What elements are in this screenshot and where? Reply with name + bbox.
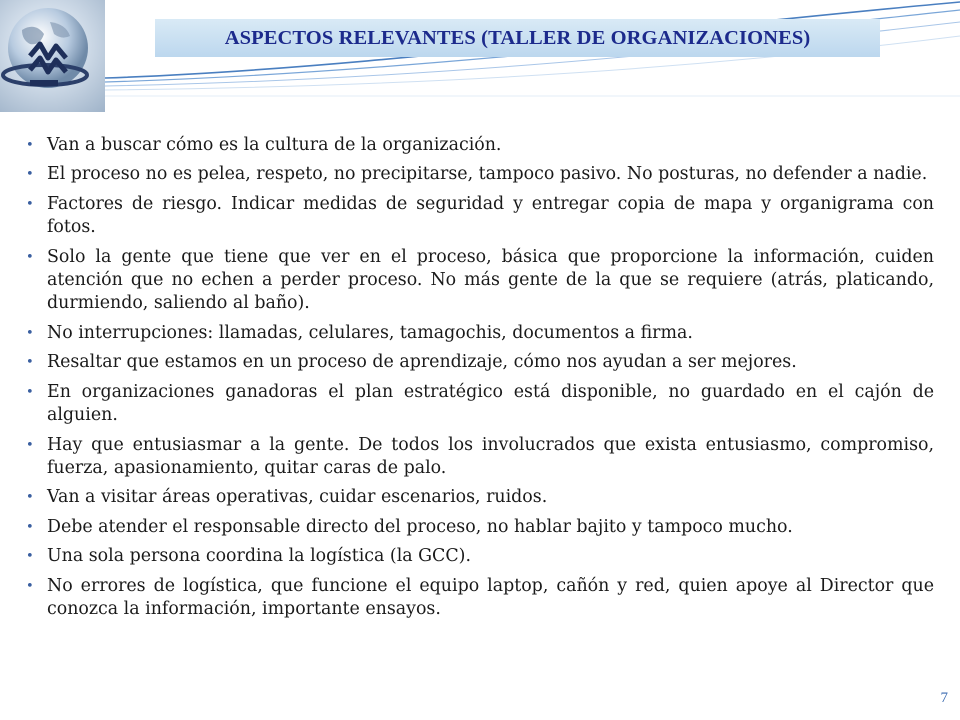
bullet-item: • Van a visitar áreas operativas, cuidar escenarios, ruidos. — [26, 486, 934, 509]
bullet-dot-icon: • — [26, 325, 34, 341]
bullet-item: • No errores de logística, que funcione el equipo laptop, cañón y red, quien apoye al Director que conozca la información, importante ensayos. — [26, 575, 934, 620]
bullet-dot-icon: • — [26, 196, 34, 212]
bullet-item: • El proceso no es pelea, respeto, no precipitarse, tampoco pasivo. No posturas, no defender a nadie. — [26, 163, 934, 186]
bullet-dot-icon: • — [26, 519, 34, 535]
bullet-item: • En organizaciones ganadoras el plan estratégico está disponible, no guardado en el cajón de alguien. — [26, 381, 934, 426]
bullet-item: • Debe atender el responsable directo del proceso, no hablar bajito y tampoco mucho. — [26, 516, 934, 539]
slide-title-bar — [155, 19, 880, 57]
bullet-dot-icon: • — [26, 384, 34, 400]
slide-title: ASPECTOS RELEVANTES (TALLER DE ORGANIZACIONES) — [224, 26, 811, 49]
bullet-item: • Una sola persona coordina la logística (la GCC). — [26, 545, 934, 568]
bullet-dot-icon: • — [26, 437, 34, 453]
bullet-item: • Solo la gente que tiene que ver en el proceso, básica que proporcione la información, cuiden atención que no echen a perder proceso. No más gente de la que se requiere (atrás, platicando, durmiendo, saliendo al baño). — [26, 246, 934, 314]
bullet-item: • Resaltar que estamos en un proceso de aprendizaje, cómo nos ayudan a ser mejores. — [26, 351, 934, 374]
slide-header — [0, 0, 960, 110]
page-number: 7 — [940, 690, 948, 706]
bullet-dot-icon: • — [26, 578, 34, 594]
bullet-item: • Van a buscar cómo es la cultura de la organización. — [26, 134, 934, 157]
bullet-item: • Hay que entusiasmar a la gente. De todos los involucrados que exista entusiasmo, compromiso, fuerza, apasionamiento, quitar caras de palo. — [26, 434, 934, 478]
bullet-dot-icon: • — [26, 355, 34, 371]
bullet-dot-icon: • — [26, 249, 34, 265]
bullet-item: • Factores de riesgo. Indicar medidas de seguridad y entregar copia de mapa y organigrama con fotos. — [26, 193, 934, 238]
bullet-dot-icon: • — [26, 490, 34, 506]
bullet-item: • No interrupciones: llamadas, celulares, tamagochis, documentos a firma. — [26, 322, 934, 345]
bullet-list — [26, 134, 934, 621]
bullet-dot-icon: • — [26, 138, 34, 153]
bullet-dot-icon: • — [26, 549, 34, 565]
bullet-content — [26, 134, 934, 628]
bullet-dot-icon: • — [26, 167, 34, 183]
